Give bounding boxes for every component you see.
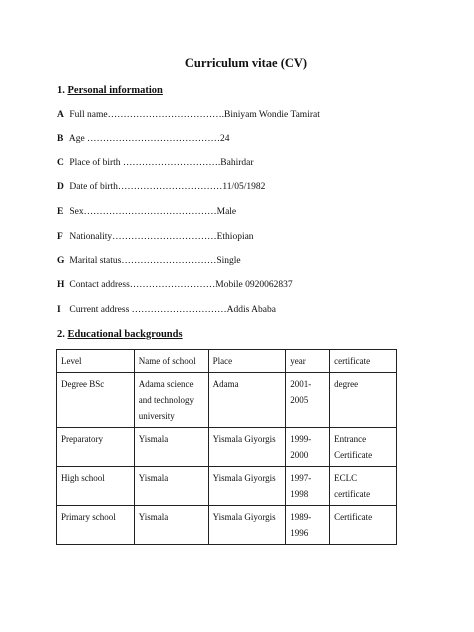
row-key: A [57,110,64,120]
row-text: Nationality……………………………Ethiopian [67,232,254,242]
table-cell: 2001-2005 [286,373,330,428]
section-number: 1. [57,85,65,96]
row-text: Sex……………………………………Male [67,207,237,217]
row-key: D [57,182,64,192]
personal-row [57,134,230,144]
table-cell: Entrance Certificate [330,428,397,467]
row-key: I [57,305,61,315]
row-text: Place of birth ………………………….Bahirdar [67,158,254,168]
personal-row [57,305,276,315]
section-number: 2. [57,329,65,340]
row-text: Contact address………………………Mobile 0920062837 [67,280,293,290]
header-cell: certificate [330,350,397,373]
personal-info-heading [57,85,163,96]
personal-row [57,207,236,217]
row-text: Age ……………………………………24 [67,134,230,144]
table-cell: Certificate [330,506,397,545]
table-row [57,506,397,545]
row-key: G [57,256,65,266]
table-cell: Yismala Giyorgis [208,467,286,506]
education-heading [57,329,183,340]
education-table [56,349,397,545]
header-cell: year [286,350,330,373]
header-cell: Name of school [134,350,208,373]
header-cell: Level [57,350,135,373]
row-text: Current address …………………………Addis Ababa [67,305,276,315]
table-cell: ECLC certificate [330,467,397,506]
personal-row [57,182,265,192]
document-title: Curriculum vitae (CV) [184,56,308,70]
table-cell: 1997-1998 [286,467,330,506]
section-title: Educational backgrounds [67,329,183,340]
table-cell: Preparatory [57,428,135,467]
table-cell: Adama science and technology university [134,373,208,428]
table-cell: Yismala [134,428,208,467]
row-key: B [57,134,64,144]
table-cell: Degree BSc [57,373,135,428]
table-cell: Yismala [134,467,208,506]
table-row [57,467,397,506]
personal-row [57,280,293,290]
section-title: Personal information [67,85,163,96]
table-row [57,373,397,428]
row-text: Full name……………………………….Biniyam Wondie Tamirat [67,110,320,120]
table-cell: Primary school [57,506,135,545]
row-text: Date of birth……………………………11/05/1982 [67,182,266,192]
row-key: E [57,207,64,217]
table-cell: 1989-1996 [286,506,330,545]
table-cell: degree [330,373,397,428]
row-key: H [57,280,65,290]
table-cell: Adama [208,373,286,428]
personal-row [57,232,254,242]
table-row [57,428,397,467]
table-cell: 1999-2000 [286,428,330,467]
header-cell: Place [208,350,286,373]
table-header-row [57,350,397,373]
row-key: F [57,232,63,242]
row-text: Marital status…………………………Single [67,256,241,266]
row-key: C [57,158,64,168]
personal-row [57,158,254,168]
table-cell: High school [57,467,135,506]
personal-row [57,110,320,120]
table-cell: Yismala Giyorgis [208,428,286,467]
table-cell: Yismala Giyorgis [208,506,286,545]
personal-row [57,256,241,266]
table-cell: Yismala [134,506,208,545]
